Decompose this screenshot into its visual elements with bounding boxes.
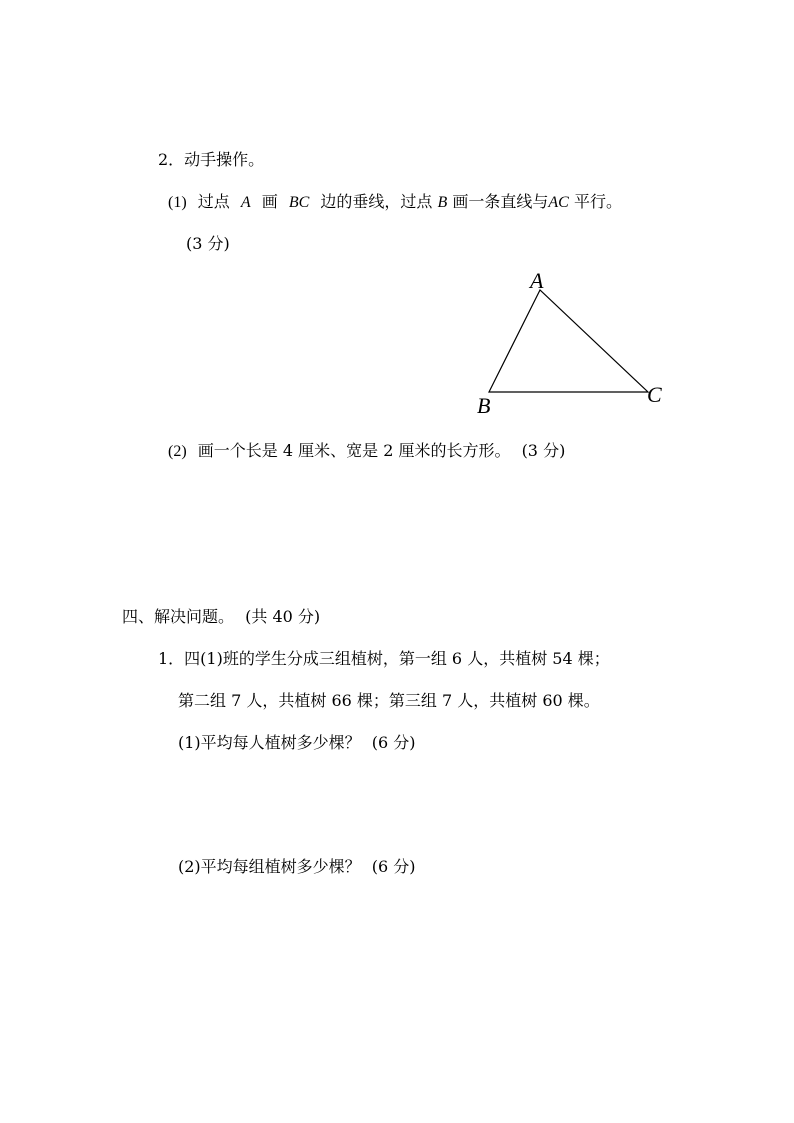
sub-question-text: (1)平均每人植树多少棵？ (178, 733, 361, 752)
problem-1-line-1: 1．四(1)班的学生分成三组植树，第一组 6 人，共植树 54 棵； (158, 649, 610, 668)
segment-ac-ref: AC (548, 194, 569, 211)
vertex-label-b: B (477, 393, 491, 418)
problem-1-line-2: 第二组 7 人，共植树 66 棵；第三组 7 人，共植树 60 棵。 (178, 691, 600, 710)
problem-1-sub-2 (178, 857, 416, 877)
question-text: 平行。 (573, 192, 622, 211)
sub-question-text: (2)平均每组植树多少棵？ (178, 857, 361, 876)
section-4-heading (122, 607, 320, 627)
question-text: 边的垂线，过点 (320, 192, 433, 211)
score: (3 分) (521, 441, 566, 460)
question-text: 画一个长是 4 厘米、宽是 2 厘米的长方形。 (197, 441, 511, 460)
question-2-2 (168, 441, 565, 462)
question-text: 画一条直线与 (452, 192, 549, 211)
score: (6 分) (371, 733, 416, 752)
question-text: 过点 (197, 192, 230, 211)
vertex-label-a: A (530, 268, 544, 293)
section-title: 四、解决问题。 (122, 607, 235, 626)
question-2-1-score: (3 分) (186, 234, 230, 253)
point-a-ref: A (240, 194, 251, 211)
question-number: (2) (168, 443, 187, 460)
question-number: (1) (168, 194, 187, 211)
section-total-score: (共 40 分) (245, 607, 321, 626)
triangle-abc (489, 290, 648, 392)
question-text: 画 (261, 192, 278, 211)
score: (6 分) (371, 857, 416, 876)
section-2-heading: 2．动手操作。 (158, 150, 265, 169)
problem-1-sub-1 (178, 733, 416, 753)
point-b-ref: B (437, 194, 448, 211)
vertex-label-c: C (647, 382, 662, 407)
segment-bc-ref: BC (288, 194, 310, 211)
